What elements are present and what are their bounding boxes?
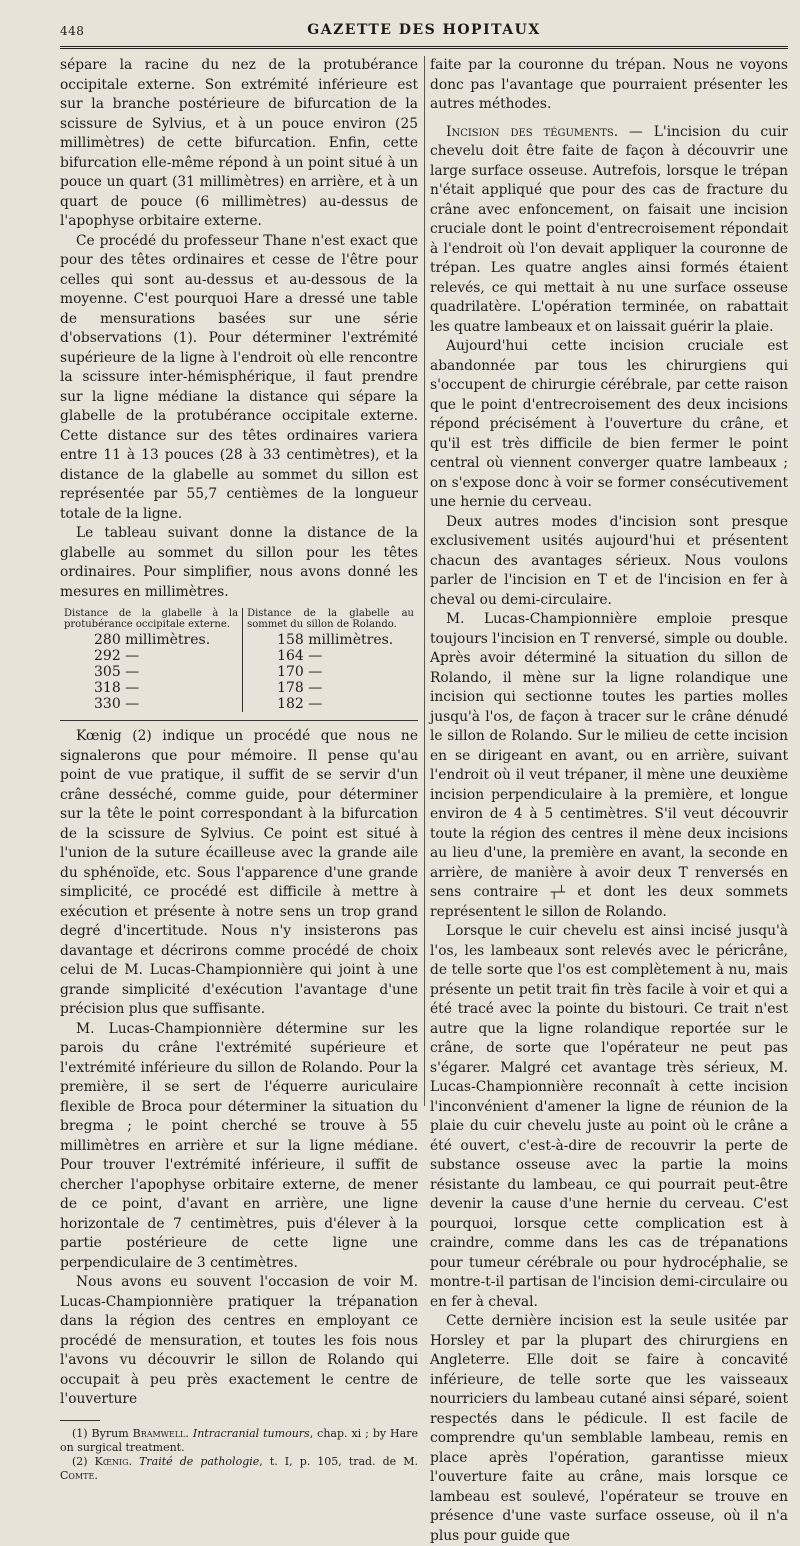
table-cell: 182 — <box>277 696 323 712</box>
footnote-translator: Comte <box>60 1468 95 1482</box>
table-row <box>60 664 418 680</box>
footnote-author: Kœnig <box>94 1454 129 1468</box>
table-cell: 318 — <box>60 680 243 696</box>
table-cell: 158 millimètres. <box>277 632 394 648</box>
paragraph: Cette dernière incision est la seule usitée par Horsley et par la plupart des chirurgiens en Angleterre. Elle doit se faire à concavité inférieure, de telle sorte que les vaisseaux nourriciers du lambeau cutané ainsi séparé, soient respectés dans le pédicule. Il est facile de comprendre qu'un semblable lambeau, remis en place après l'opération, garantisse mieux l'ouverture faite au crâne, mais lorsque ce lambeau est soulevé, l'opérateur se trouve en présence d'une vaste surface osseuse, où il n'a plus pour guide que <box>430 1313 788 1544</box>
table-row <box>60 680 418 696</box>
right-column <box>430 56 788 1546</box>
footnote-title: Intracranial tumours <box>192 1426 310 1440</box>
paragraph: M. Lucas-Championnière détermine sur les parois du crâne l'extrémité supérieure et l'extrémité inférieure du sillon de Rolando. Pour la première, il se sert de l'équerre auriculaire flexible de Broca pour déterminer la situation du bregma ; le point cherché se trouve à 55 millimètres en arrière et sur la ligne médiane. Pour trouver l'extrémité inférieure, il suffit de chercher l'apophyse orbitaire externe, de mener de ce point, d'avant en arrière, une ligne horizontale de 7 centimètres, puis d'élever à la partie postérieure de cette ligne une perpendiculaire de 3 centimètres. <box>60 1020 418 1271</box>
footnote-rule <box>60 1420 100 1421</box>
table-cell: 330 — <box>60 696 243 712</box>
table-header-right: Distance de la glabelle au sommet du sillon de Rolando. <box>247 608 414 630</box>
paragraph: Le tableau suivant donne la distance de la glabelle au sommet du sillon pour les têtes ordinaires. Pour simplifier, nous avons donné les mesures en millimètres. <box>60 525 418 600</box>
paragraph: faite par la couronne du trépan. Nous ne voyons donc pas l'avantage que pourraient présenter les autres méthodes. <box>430 57 788 112</box>
table-cell: 170 — <box>277 664 323 680</box>
paragraph: Nous avons eu souvent l'occasion de voir M. Lucas-Championnière pratiquer la trépanation dans la région des centres en employant ce procédé de mensuration, et toutes les fois nous l'avons vu découvrir le sillon de Rolando qui occupait à peu près exactement le centre de l'ouverture <box>60 1274 418 1407</box>
footnote-1: (1) Byrum Bramwell. Intracranial tumours, chap. xi ; by Hare on surgical treatment. <box>60 1426 418 1454</box>
running-header <box>60 20 788 44</box>
inverted-t-symbol: ┬┴ <box>550 885 565 899</box>
table-row <box>60 632 418 648</box>
table-cell: 178 — <box>277 680 323 696</box>
paragraph: Lorsque le cuir chevelu est ainsi incisé jusqu'à l'os, les lambeaux sont relevés avec le péricrâne, de telle sorte que l'os est complètement à nu, mais présente un petit trait fin très facile à voir et qui a été tracé avec la pointe du bistouri. Ce trait n'est autre que la ligne rolandique reportée sur le crâne, de sorte que l'opérateur ne peut pas s'égarer. Malgré cet avantage très sérieux, M. Lucas-Championnière reconnaît à cette incision l'inconvénient d'amener la ligne de réunion de la plaie du cuir chevelu juste au point où le crâne a été ouvert, c'est-à-dire de recouvrir la perte de substance osseuse avec la partie la moins résistante du lambeau, ce qui pourrait peut-être devenir la cause d'une hernie du cerveau. C'est pourquoi, lorsque cette complication est à craindre, comme dans les cas de trépanations pour tumeur cérébrale ou pour hydrocéphalie, se montre-t-il partisan de l'incision demi-circulaire ou en fer à cheval. <box>430 923 788 1310</box>
table-row <box>60 648 418 664</box>
section-paragraph: Incision des téguments. — L'incision du cuir chevelu doit être faite de façon à découvrir une large surface osseuse. Autrefois, lorsque le trépan n'était appliqué que pour des cas de fracture du crâne avec enfoncement, on faisait une incision cruciale dont le point d'entrecroisement répondait à l'endroit où l'on devait appliquer la couronne de trépan. Les quatre angles ainsi formés étaient relevés, ce qui mettait à nu une surface osseuse quadrilatère. L'opération terminée, on rabattait les quatre lambeaux et on laissait guérir la plaie. <box>430 123 788 335</box>
table-cell: 292 — <box>60 648 243 664</box>
measurement-table <box>60 608 418 712</box>
table-header-row <box>60 608 418 632</box>
paragraph: sépare la racine du nez de la protubérance occipitale externe. Son extrémité inférieure est sur la branche postérieure de bifurcation de la scissure de Sylvius, et à un pouce environ (25 millimètres) de cette bifurcation. Enfin, cette bifurcation elle-même répond à un point situé à un pouce un quart (31 millimètres) en arrière, et à un quart de pouce (6 millimètres) au-dessus de l'apophyse orbitaire externe. <box>60 57 418 229</box>
paragraph: Kœnig (2) indique un procédé que nous ne signalerons que pour mémoire. Il pense qu'au point de vue pratique, il suffit de se servir d'un crâne desséché, comme guide, pour déterminer sur la tête le point correspondant à la bifurcation de la scissure de Sylvius. Ce point est situé à l'union de la suture écailleuse avec la grande aile du sphénoïde, etc. Sous l'apparence d'une grande simplicité, ce procédé est difficile à mettre à exécution et présente à notre sens un trop grand degré d'incertitude. Nous n'y insisterons pas davantage et décrirons comme procédé de choix celui de M. Lucas-Championnière qui joint à une grande simplicité d'exécution l'avantage d'une précision plus que suffisante. <box>60 728 418 1017</box>
footnote-title: Traité de pathologie <box>139 1454 260 1468</box>
paragraph: Ce procédé du professeur Thane n'est exact que pour des têtes ordinaires et cesse de l'être pour celles qui sont au-dessus et au-dessous de la moyenne. C'est pourquoi Hare a dressé une table de mensurations basées sur une série d'observations (1). Pour déterminer l'extrémité supérieure de la ligne à l'endroit où elle rencontre la scissure inter-hémisphérique, il faut prendre sur la ligne médiane la distance qui sépare la glabelle de la protubérance occipitale externe. Cette distance sur des têtes ordinaires variera entre 11 à 13 pouces (28 à 33 centimètres), et la distance de la glabelle au sommet du sillon est représentée par 55,7 centièmes de la longueur totale de la ligne. <box>60 232 418 522</box>
page-number: 448 <box>60 24 85 38</box>
header-rule <box>60 46 788 49</box>
table-cell: 280 millimètres. <box>60 632 243 648</box>
table-rule <box>60 720 418 721</box>
paragraph: Deux autres modes d'incision sont presque exclusivement usités aujourd'hui et présentent chacun des avantages sérieux. Nous voulons parler de l'incision en T et de l'incision en fer à cheval ou demi-circulaire. <box>430 513 788 608</box>
column-divider <box>424 56 425 1106</box>
section-heading: Incision des téguments. <box>446 123 619 140</box>
left-column <box>60 56 418 1483</box>
footnote-author: Bramwell <box>132 1426 186 1440</box>
table-row <box>60 696 418 712</box>
journal-title: GAZETTE DES HOPITAUX <box>307 22 541 38</box>
table-header-left: Distance de la glabelle à la protubérance occipitale externe. <box>60 608 243 632</box>
paragraph: Aujourd'hui cette incision cruciale est abandonnée par tous les chirurgiens qui s'occupent de chirurgie cérébrale, par cette raison que le point d'entrecroisement des deux incisions répond précisément à l'ouverture du crâne, et qu'il est très difficile de bien fermer le point central où viennent converger quatre lambeaux ; on s'expose donc à voir se former consécutivement une hernie du cerveau. <box>430 338 788 510</box>
table-cell: 305 — <box>60 664 243 680</box>
paragraph: M. Lucas-Championnière emploie presque toujours l'incision en T renversé, simple ou double. Après avoir déterminé la situation du sillon de Rolando, il mène sur la ligne rolandique une incision qui sectionne toutes les parties molles jusqu'à l'os, de façon à tracer sur le crâne dénudé le sillon de Rolando. Sur le milieu de cette incision en se dirigeant en avant, ou en arrière, suivant l'endroit où il veut trépaner, il mène une deuxième incision perpendiculaire à la première, et longue environ de 4 à 5 centimètres. S'il veut découvrir toute la région des centres il mène deux incisions au lieu d'une, la première en avant, la seconde en arrière, de manière à avoir deux T renversés en sens contraire ┬┴ et dont les deux sommets représentent le sillon de Rolando. <box>430 611 788 920</box>
table-cell: 164 — <box>277 648 323 664</box>
footnote-2: (2) Kœnig. Traité de pathologie, t. I, p. 105, trad. de M. Comte. <box>60 1454 419 1482</box>
